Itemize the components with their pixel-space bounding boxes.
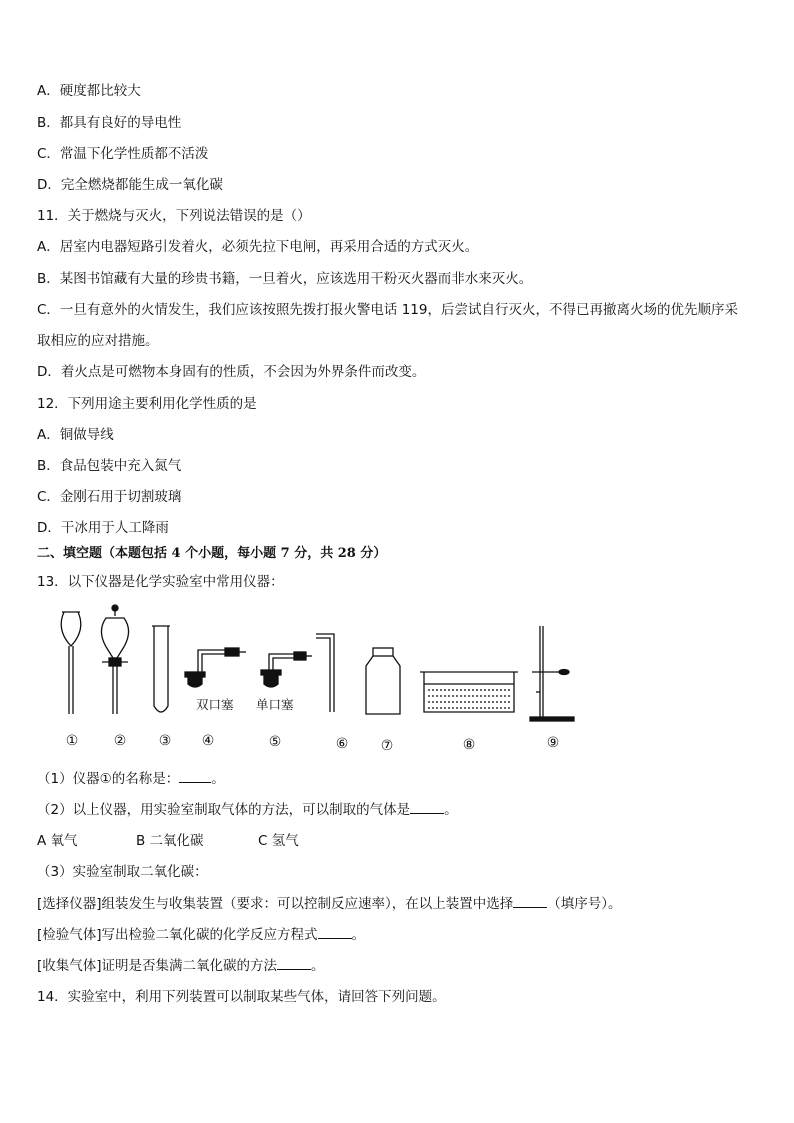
section-heading: 二、填空题（本题包括 4 个小题，每小题 7 分，共 28 分） xyxy=(37,546,387,561)
q13-sub2-option-b: B 二氧化碳 xyxy=(136,833,204,849)
figure-number-3: ③ xyxy=(158,733,172,749)
q13-line-select-text: [选择仪器]组装发生与收集装置（要求：可以控制反应速率），在以上装置中选择 xyxy=(37,896,514,912)
q11-stem: 11．关于燃烧与灭火，下列说法错误的是（） xyxy=(37,208,311,224)
figure-number-2: ② xyxy=(113,733,127,749)
q10-option-a: A．硬度都比较大 xyxy=(37,83,141,99)
q13-line-test xyxy=(37,926,365,944)
q11-option-c-cont: 取相应的应对措施。 xyxy=(37,333,159,349)
double-hole-stopper-icon xyxy=(185,648,246,687)
figure-number-9: ⑨ xyxy=(546,735,560,751)
q13-line-collect xyxy=(37,957,325,975)
q13-sub2 xyxy=(37,801,458,819)
q13-line-select-end: （填序号）。 xyxy=(547,896,622,912)
single-hole-stopper-icon xyxy=(261,652,312,687)
bent-glass-tube-icon xyxy=(316,634,334,712)
stopper-double-label: 双口塞 xyxy=(196,697,234,712)
stopper-single-label: 单口塞 xyxy=(256,697,294,712)
q10-option-b: B．都具有良好的导电性 xyxy=(37,115,182,131)
iron-stand-icon xyxy=(530,626,574,721)
answer-blank[interactable] xyxy=(277,957,311,970)
q13-sub2-option-c: C 氢气 xyxy=(258,833,299,849)
apparatus-figure xyxy=(40,602,600,762)
figure-number-7: ⑦ xyxy=(380,738,394,754)
gas-bottle-icon xyxy=(366,648,400,714)
q11-option-b: B．某图书馆藏有大量的珍贵书籍，一旦着火，应该选用干粉灭火器而非水来灭火。 xyxy=(37,271,533,287)
q13-sub1-text: （1）仪器①的名称是： xyxy=(37,771,180,787)
q13-sub3: （3）实验室制取二氧化碳： xyxy=(37,864,208,880)
q13-line-test-text: [检验气体]写出检验二氧化碳的化学反应方程式 xyxy=(37,927,318,943)
q12-option-c: C．金刚石用于切割玻璃 xyxy=(37,489,182,505)
q13-line-collect-text: [收集气体]证明是否集满二氧化碳的方法 xyxy=(37,958,278,974)
figure-number-4: ④ xyxy=(201,733,215,749)
q13-sub1 xyxy=(37,770,225,788)
q12-option-b: B．食品包装中充入氮气 xyxy=(37,458,182,474)
answer-blank[interactable] xyxy=(318,926,352,939)
q13-sub2-options xyxy=(37,832,299,850)
q13-line-select xyxy=(37,895,622,913)
figure-number-5: ⑤ xyxy=(268,734,282,750)
figure-number-1: ① xyxy=(65,733,79,749)
answer-blank[interactable] xyxy=(513,895,547,908)
q13-line-collect-end: 。 xyxy=(311,958,325,974)
water-trough-icon xyxy=(420,672,518,712)
funnel-1-icon xyxy=(61,612,81,714)
q13-sub2-end: 。 xyxy=(444,802,458,818)
q12-stem: 12．下列用途主要利用化学性质的是 xyxy=(37,396,257,412)
q13-sub1-end: 。 xyxy=(211,771,225,787)
q11-option-d: D．着火点是可燃物本身固有的性质，不会因为外界条件而改变。 xyxy=(37,364,426,380)
q10-option-d: D．完全燃烧都能生成一氧化碳 xyxy=(37,177,223,193)
q14-stem: 14．实验室中，利用下列装置可以制取某些气体，请回答下列问题。 xyxy=(37,989,446,1005)
figure-number-8: ⑧ xyxy=(462,737,476,753)
figure-number-6: ⑥ xyxy=(335,736,349,752)
q11-option-c: C．一旦有意外的火情发生，我们应该按照先拨打报火警电话 119，后尝试自行灭火，不得已再撤离火场的优先顺序采 xyxy=(37,302,738,318)
test-tube-icon xyxy=(152,626,170,712)
q10-option-c: C．常温下化学性质都不活泼 xyxy=(37,146,209,162)
q13-sub2-text: （2）以上仪器，用实验室制取气体的方法，可以制取的气体是 xyxy=(37,802,411,818)
separatory-funnel-icon xyxy=(101,605,128,714)
answer-blank[interactable] xyxy=(410,801,444,814)
q13-sub2-option-a: A 氧气 xyxy=(37,833,78,849)
q13-stem: 13．以下仪器是化学实验室中常用仪器： xyxy=(37,574,284,590)
q12-option-d: D．干冰用于人工降雨 xyxy=(37,520,169,536)
q11-option-a: A．居室内电器短路引发着火，必须先拉下电闸，再采用合适的方式灭火。 xyxy=(37,239,479,255)
q13-line-test-end: 。 xyxy=(351,927,366,943)
answer-blank[interactable] xyxy=(179,770,211,783)
q12-option-a: A．铜做导线 xyxy=(37,427,114,443)
